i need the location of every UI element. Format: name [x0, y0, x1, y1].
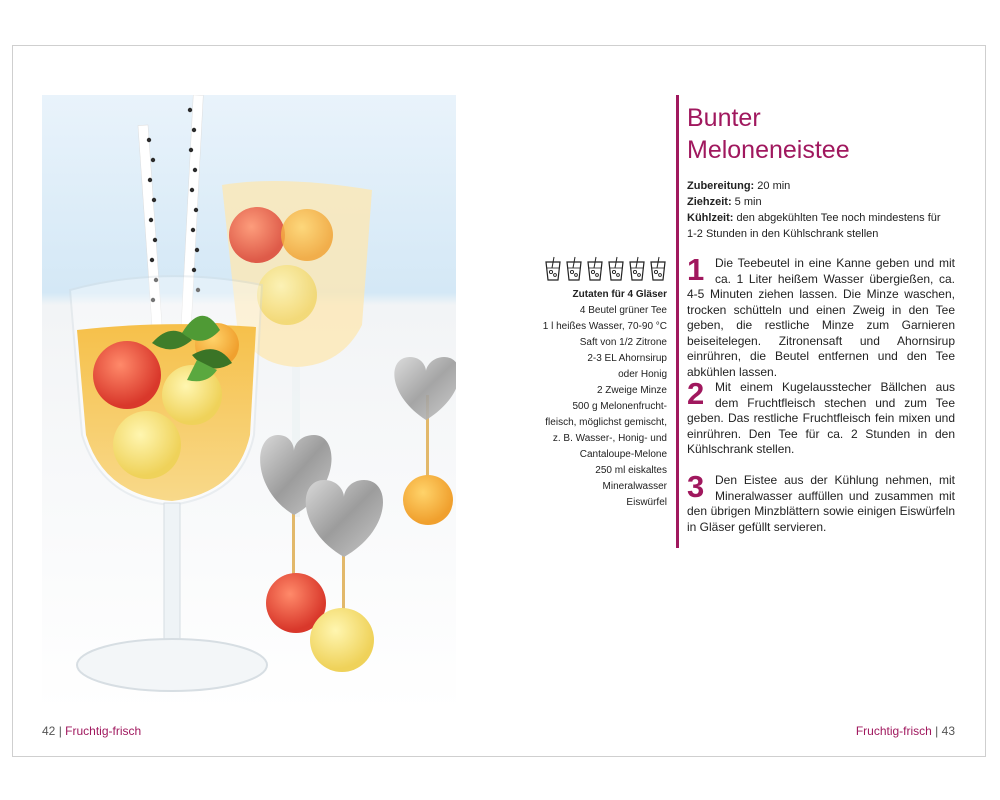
steep-time-value: 5 min [731, 196, 762, 208]
ingredient-line: Cantaloupe-Melone [579, 449, 667, 460]
ingredient-line: z. B. Wasser-, Honig- und [552, 433, 667, 444]
ingredient-line: 2 Zweige Minze [596, 385, 667, 396]
footer-separator-left: | [55, 724, 66, 738]
footer-left [42, 724, 141, 738]
ingredient-line: Saft von 1/2 Zitrone [579, 337, 667, 348]
step-1 [687, 252, 955, 380]
recipe-meta [687, 178, 977, 242]
recipe-title-line1: Bunter [687, 104, 761, 132]
step-number: 3 [687, 469, 705, 504]
glass-icon [606, 256, 626, 282]
ingredients-list [510, 287, 667, 511]
glass-icon [543, 256, 563, 282]
step-number: 1 [687, 252, 705, 287]
servings-icons [542, 256, 668, 284]
ingredient-line: fleisch, möglichst gemischt, [545, 417, 667, 428]
cool-time-label: Kühlzeit: [687, 212, 734, 224]
ingredient-line: Mineralwasser [602, 481, 667, 492]
steep-time-label: Ziehzeit: [687, 196, 732, 208]
ingredient-line: 1 l heißes Wasser, 70-90 °C [542, 321, 667, 332]
step-text: Den Eistee aus der Kühlung nehmen, mit Mineralwasser auffüllen und zusammen mit den übrigen Minzblättern sowie einigen Eiswürfeln in Gläser gefüllt servieren. [687, 473, 955, 534]
step-2 [687, 376, 955, 458]
ingredient-line: Eiswürfel [626, 497, 667, 508]
glass-icon [585, 256, 605, 282]
page-number-right: 43 [941, 724, 955, 738]
ingredient-line: 500 g Melonenfrucht- [572, 401, 667, 412]
accent-divider [676, 95, 679, 548]
step-text: Mit einem Kugelausstecher Bällchen aus dem Fruchtfleisch stechen und zum Tee geben. Das restliche Fruchtfleisch fein mixen und einrühren. Den Tee für ca. 2 Stunden in den Kühlschrank stellen. [687, 380, 955, 456]
prep-time [687, 178, 977, 194]
glass-icon [564, 256, 584, 282]
cool-time-value: den abgekühlten Tee noch mindestens für [733, 212, 941, 224]
ingredients-heading: Zutaten für 4 Gläser [572, 289, 667, 300]
ingredient-line: 250 ml eiskaltes [595, 465, 667, 476]
recipe-title [687, 102, 977, 166]
step-text: Die Teebeutel in eine Kanne geben und mit ca. 1 Liter heißem Wasser übergießen, ca. 4-5 Minuten ziehen lassen. Die Minze waschen, trocken schütteln und einen Zweig in den Tee geben, die restliche Minze zum Garnieren beiseitelegen. Zitronensaft und Ahornsirup einrühren, die Beutel entfernen und den Tee abkühlen lassen. [687, 256, 955, 379]
section-name-right: Fruchtig-frisch [855, 724, 932, 738]
step-3 [687, 469, 955, 535]
cool-time-cont: 1-2 Stunden in den Kühlschrank stellen [687, 228, 879, 240]
glass-icon [627, 256, 647, 282]
step-number: 2 [687, 376, 705, 411]
cool-time [687, 210, 977, 226]
footer-right [856, 724, 955, 738]
ingredient-line: 2-3 EL Ahornsirup [587, 353, 667, 364]
footer-separator-right: | [931, 724, 942, 738]
glass-icon [648, 256, 668, 282]
prep-time-value: 20 min [754, 180, 791, 192]
recipe-photo [42, 95, 456, 713]
recipe-title-line2: Meloneneistee [687, 136, 850, 164]
prep-time-label: Zubereitung: [687, 180, 755, 192]
steep-time [687, 194, 977, 210]
ingredient-line: 4 Beutel grüner Tee [579, 305, 667, 316]
page-number-left: 42 [42, 724, 56, 738]
ingredient-line: oder Honig [618, 369, 667, 380]
section-name-left: Fruchtig-frisch [65, 724, 142, 738]
